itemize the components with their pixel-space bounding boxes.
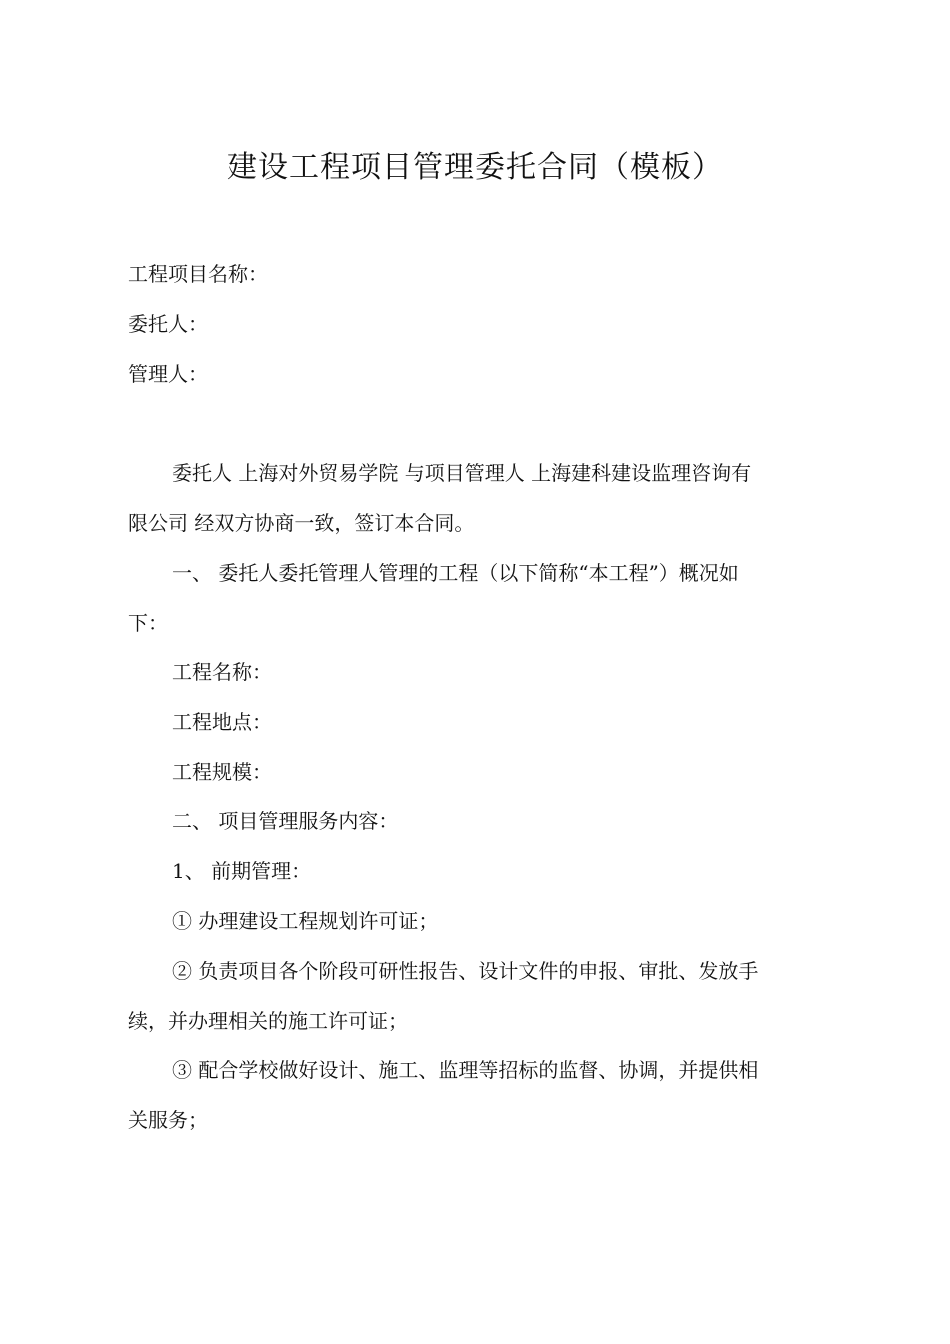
- section2-heading: 二、 项目管理服务内容：: [172, 809, 399, 833]
- field-client: 委托人：: [128, 312, 208, 336]
- section2-item-1: ① 办理建设工程规划许可证；: [172, 909, 439, 933]
- section1-project-scale: 工程规模：: [172, 760, 272, 784]
- intro-line-2: 限公司 经双方协商一致，签订本合同。: [128, 511, 475, 535]
- section2-item-2-line-2: 续，并办理相关的施工许可证；: [128, 1009, 408, 1033]
- section2-sub1-heading: 1、 前期管理：: [172, 859, 312, 883]
- field-manager: 管理人：: [128, 362, 208, 386]
- section2-item-3-line-1: ③ 配合学校做好设计、施工、监理等招标的监督、协调，并提供相: [172, 1058, 759, 1082]
- section1-heading-line-2: 下：: [128, 611, 168, 635]
- section1-heading-line-1: 一、 委托人委托管理人管理的工程（以下简称“本工程”）概况如: [172, 561, 739, 585]
- document-title: 建设工程项目管理委托合同（模板）: [227, 150, 723, 185]
- intro-line-1: 委托人 上海对外贸易学院 与项目管理人 上海建科建设监理咨询有: [172, 461, 752, 485]
- section2-item-3-line-2: 关服务；: [128, 1108, 208, 1132]
- section1-project-name: 工程名称：: [172, 660, 272, 684]
- field-project-name: 工程项目名称：: [128, 262, 268, 286]
- section1-project-location: 工程地点：: [172, 710, 272, 734]
- section2-item-2-line-1: ② 负责项目各个阶段可研性报告、设计文件的申报、审批、发放手: [172, 959, 759, 983]
